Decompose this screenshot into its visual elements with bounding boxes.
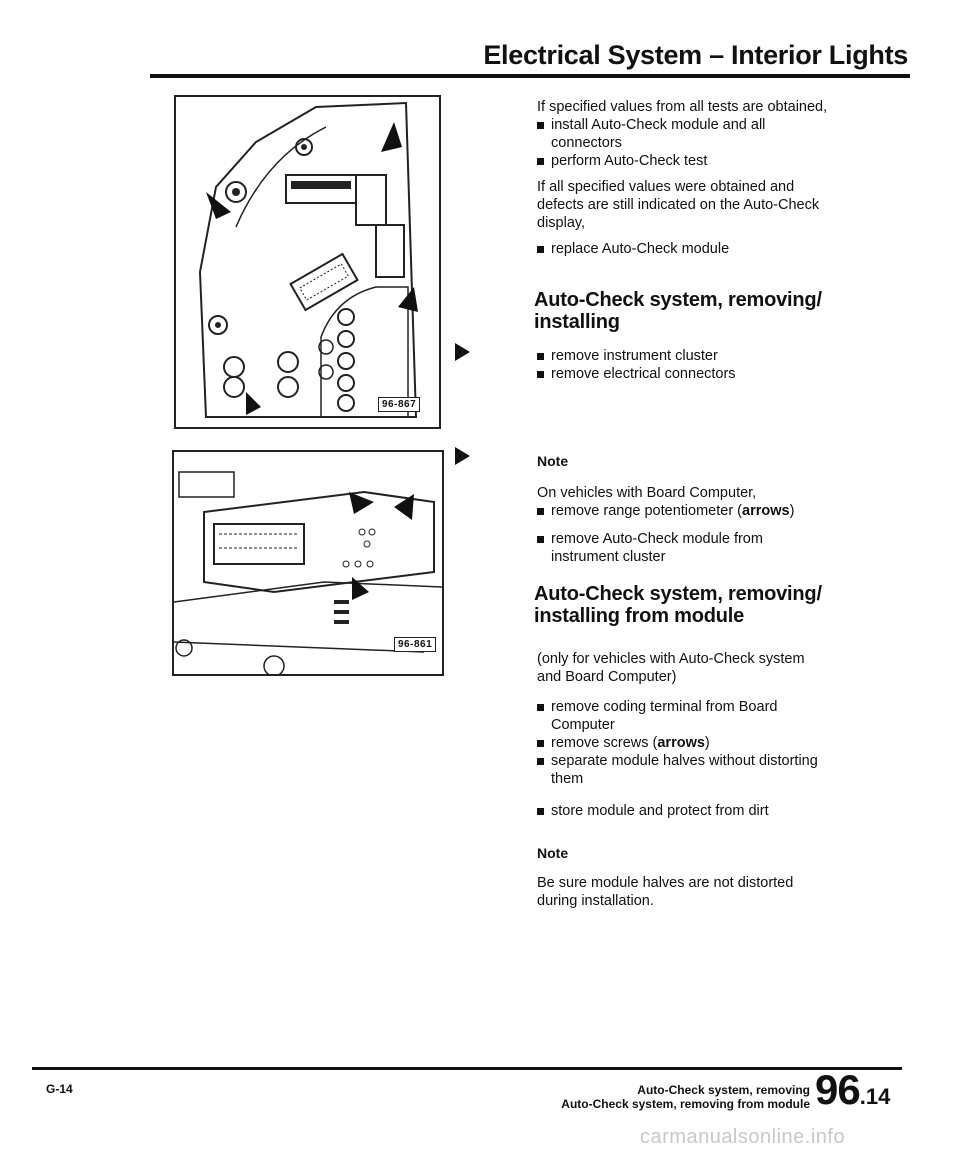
pointer-arrow-1 xyxy=(455,343,470,361)
section-heading-1: Auto-Check system, removing/ installing xyxy=(534,289,822,333)
instrument-cluster-drawing xyxy=(176,97,439,427)
note-label: Note xyxy=(537,453,569,469)
watermark: carmanualsonline.info xyxy=(640,1126,846,1148)
list-item: remove coding terminal from Board Computer xyxy=(537,698,877,734)
figure-code-2: 96-861 xyxy=(394,637,436,652)
footer-rule xyxy=(32,1067,902,1070)
figure-auto-check-module xyxy=(172,450,444,676)
header-rule xyxy=(150,74,910,78)
section1-steps xyxy=(537,347,877,383)
list-item: separate module halves without distorting them xyxy=(537,752,877,788)
repair-group-number: 96.14 xyxy=(815,1066,891,1113)
figure-instrument-cluster xyxy=(174,95,441,429)
list-item: replace Auto-Check module xyxy=(537,240,877,258)
list-item: remove Auto-Check module from instrument cluster xyxy=(537,530,877,566)
list-item: install Auto-Check module and all connectors xyxy=(537,116,877,152)
page-title: Electrical System – Interior Lights xyxy=(483,40,908,70)
intro-block xyxy=(537,98,877,258)
section-heading-2: Auto-Check system, removing/ installing from module xyxy=(534,583,822,627)
figure-code-1: 96-867 xyxy=(378,397,420,412)
intro-lead: If specified values from all tests are obtained, xyxy=(537,99,828,115)
list-item: remove electrical connectors xyxy=(537,365,877,383)
list-item: remove range potentiometer (arrows) xyxy=(537,502,877,520)
pointer-arrow-2 xyxy=(455,447,470,465)
page-code: G-14 xyxy=(46,1082,73,1096)
list-item: store module and protect from dirt xyxy=(537,802,877,820)
list-item: perform Auto-Check test xyxy=(537,152,877,170)
section1-note xyxy=(537,452,877,566)
note-text: On vehicles with Board Computer, xyxy=(537,485,757,501)
section2-steps xyxy=(537,650,877,910)
list-item: remove instrument cluster xyxy=(537,347,877,365)
intro-paragraph: If all specified values were obtained and defects are still indicated on the Auto-Check display, xyxy=(537,179,820,231)
list-item: remove screws (arrows) xyxy=(537,734,877,752)
note-label: Note xyxy=(537,845,569,861)
section2-intro: (only for vehicles with Auto-Check system and Board Computer) xyxy=(537,651,805,685)
note-text: Be sure module halves are not distorted during installation. xyxy=(537,875,794,909)
footer-section-titles: Auto-Check system, removing Auto-Check system, removing from module xyxy=(561,1083,810,1111)
